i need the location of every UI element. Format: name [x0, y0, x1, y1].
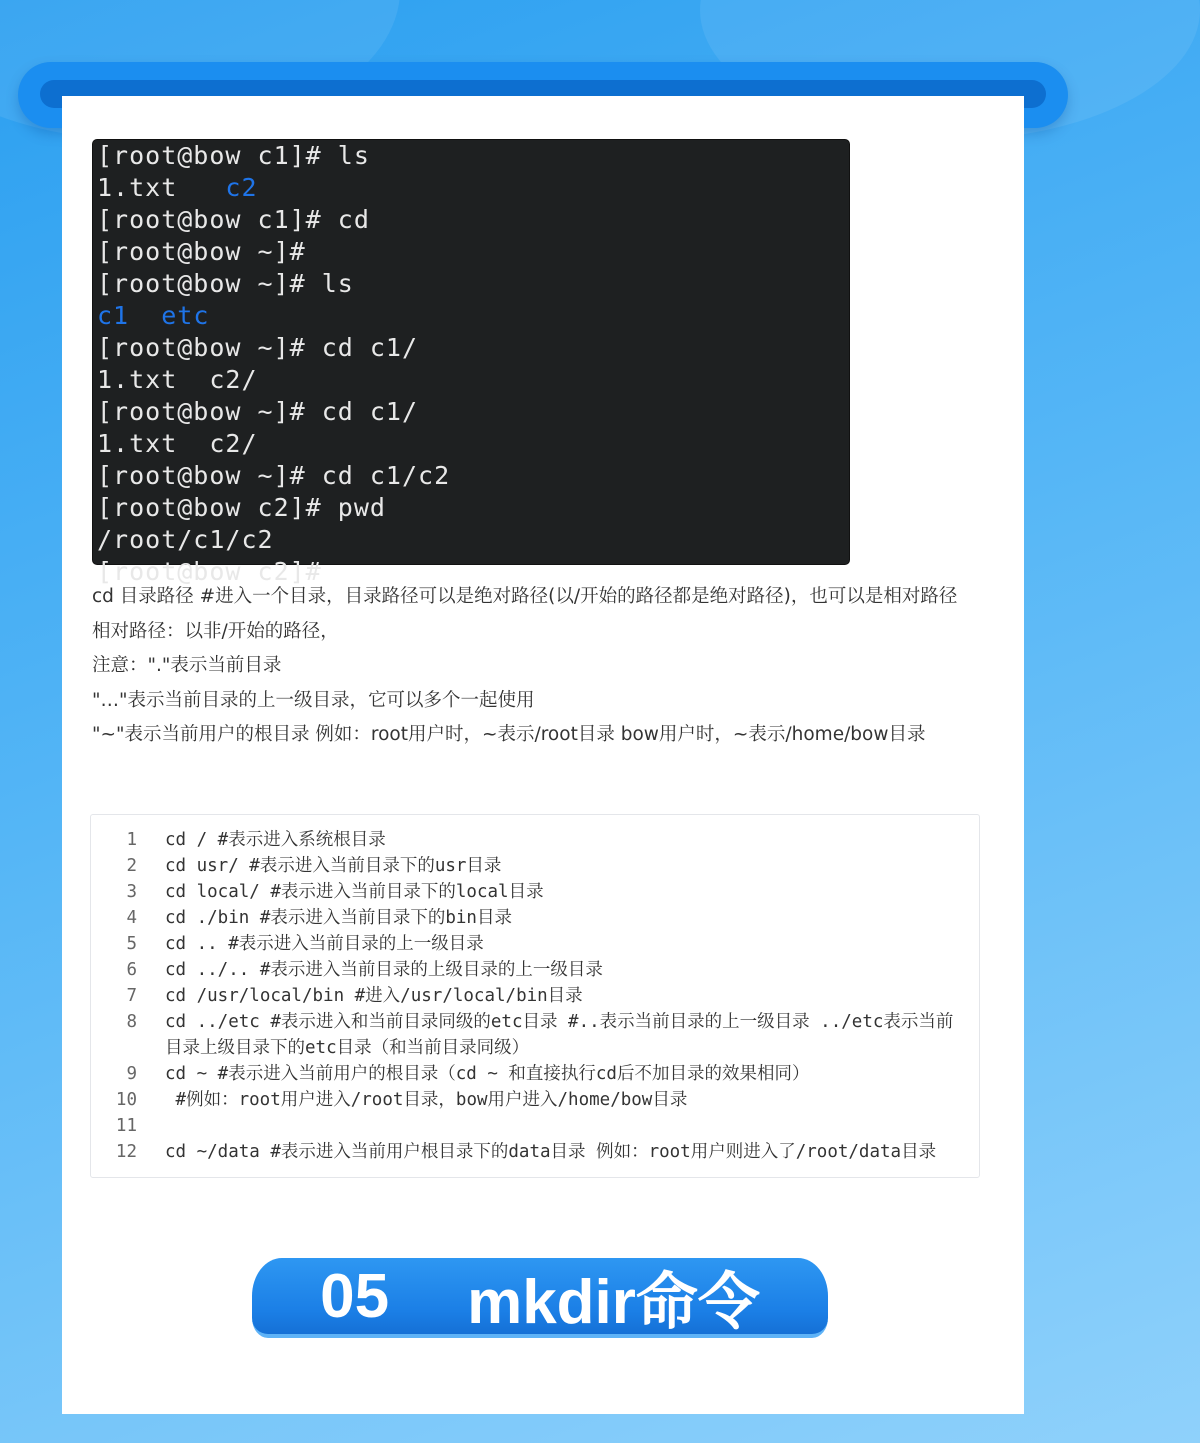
terminal-line	[93, 460, 849, 492]
terminal-directory-name: c2	[225, 173, 258, 202]
code-row	[91, 931, 979, 957]
description-line: 相对路径：以非/开始的路径，	[92, 620, 339, 642]
terminal-line	[93, 204, 849, 236]
terminal-text: [root@bow ~]# cd c1/c2	[97, 461, 451, 490]
code-row	[91, 1139, 979, 1165]
terminal-text: 1.txt c2/	[97, 365, 258, 394]
terminal-text: 1.txt c2/	[97, 429, 258, 458]
section-heading-banner	[252, 1258, 828, 1338]
terminal-line	[93, 428, 849, 460]
line-number: 7	[126, 986, 137, 1006]
terminal-text: [root@bow c2]# pwd	[97, 493, 386, 522]
code-text: #例如：root用户进入/root目录，bow用户进入/home/bow目录	[165, 1090, 688, 1110]
code-text: cd .. #表示进入当前目录的上一级目录	[165, 934, 484, 954]
terminal-line	[93, 332, 849, 364]
description-line: 注意："."表示当前目录	[92, 655, 282, 676]
description-line: cd 目录路径 #进入一个目录，目录路径可以是绝对路径(以/开始的路径都是绝对路径)，也可以是相对路径	[92, 586, 958, 607]
code-text: cd ~ #表示进入当前用户的根目录（cd ~ 和直接执行cd后不加目录的效果相同）	[165, 1064, 810, 1084]
terminal-text: [root@bow c1]# cd	[97, 205, 370, 234]
terminal-line	[93, 236, 849, 268]
line-number: 2	[126, 856, 137, 876]
line-number: 11	[115, 1116, 137, 1136]
paper-sheet	[62, 96, 1024, 1414]
terminal-line	[93, 524, 849, 556]
description-line: "…"表示当前目录的上一级目录，它可以多个一起使用	[92, 689, 535, 711]
code-text: cd / #表示进入系统根目录	[165, 830, 386, 850]
code-row	[91, 905, 979, 931]
terminal-directory-name: etc	[161, 301, 210, 330]
section-title: mkdir命令	[467, 1267, 760, 1337]
terminal-line	[93, 396, 849, 428]
terminal-screenshot	[93, 140, 849, 586]
terminal-text: 1.txt	[97, 173, 226, 202]
code-lines	[91, 827, 979, 1165]
code-text: cd ../etc #表示进入和当前目录同级的etc目录 #..表示当前目录的上一级目录 ../etc表示当前目录上级目录下的etc目录（和当前目录同级）	[165, 1012, 954, 1058]
code-row	[91, 827, 979, 853]
terminal-line	[93, 140, 849, 172]
line-number: 5	[126, 934, 137, 954]
line-number: 3	[126, 882, 137, 902]
line-number: 9	[126, 1064, 137, 1084]
code-text	[137, 1113, 965, 1139]
terminal-text	[129, 301, 161, 330]
code-text: cd /usr/local/bin #进入/usr/local/bin目录	[165, 986, 583, 1006]
terminal-text: [root@bow ~]# cd c1/	[97, 397, 419, 426]
terminal-directory-name: c1	[97, 301, 130, 330]
terminal-text: [root@bow ~]#	[97, 237, 306, 266]
description-line: "~"表示当前用户的根目录 例如：root用户时，~表示/root目录 bow用户时，~表示/home/bow目录	[92, 724, 926, 745]
code-row	[91, 957, 979, 983]
terminal-line	[93, 364, 849, 396]
line-number: 10	[115, 1090, 137, 1110]
code-row	[91, 983, 979, 1009]
line-number: 4	[126, 908, 137, 928]
line-number: 8	[126, 1012, 137, 1032]
code-text: cd ./bin #表示进入当前目录下的bin目录	[165, 908, 512, 928]
code-row	[91, 853, 979, 879]
line-number: 1	[126, 830, 137, 850]
terminal-line	[93, 172, 849, 204]
code-text: cd local/ #表示进入当前目录下的local目录	[165, 882, 544, 902]
code-row	[91, 879, 979, 905]
terminal-text: [root@bow c2]#	[97, 557, 322, 586]
line-number: 12	[115, 1142, 137, 1162]
terminal-text: /root/c1/c2	[97, 525, 274, 554]
description-text	[92, 580, 1004, 753]
code-row	[91, 1087, 979, 1113]
code-row	[91, 1113, 979, 1139]
code-text: cd ../.. #表示进入当前目录的上级目录的上一级目录	[165, 960, 603, 980]
code-row	[91, 1061, 979, 1087]
terminal-line	[93, 300, 849, 332]
terminal-line	[93, 268, 849, 300]
line-number: 6	[126, 960, 137, 980]
terminal-text: [root@bow ~]# cd c1/	[97, 333, 419, 362]
code-text: cd ~/data #表示进入当前用户根目录下的data目录 例如：root用户则进入了/root/data目录	[165, 1142, 937, 1162]
section-number: 05	[320, 1261, 390, 1331]
code-row	[91, 1009, 979, 1061]
terminal-line	[93, 492, 849, 524]
code-block	[90, 814, 980, 1178]
terminal-text: [root@bow ~]# ls	[97, 269, 354, 298]
code-text: cd usr/ #表示进入当前目录下的usr目录	[165, 856, 502, 876]
terminal-text: [root@bow c1]# ls	[97, 141, 370, 170]
